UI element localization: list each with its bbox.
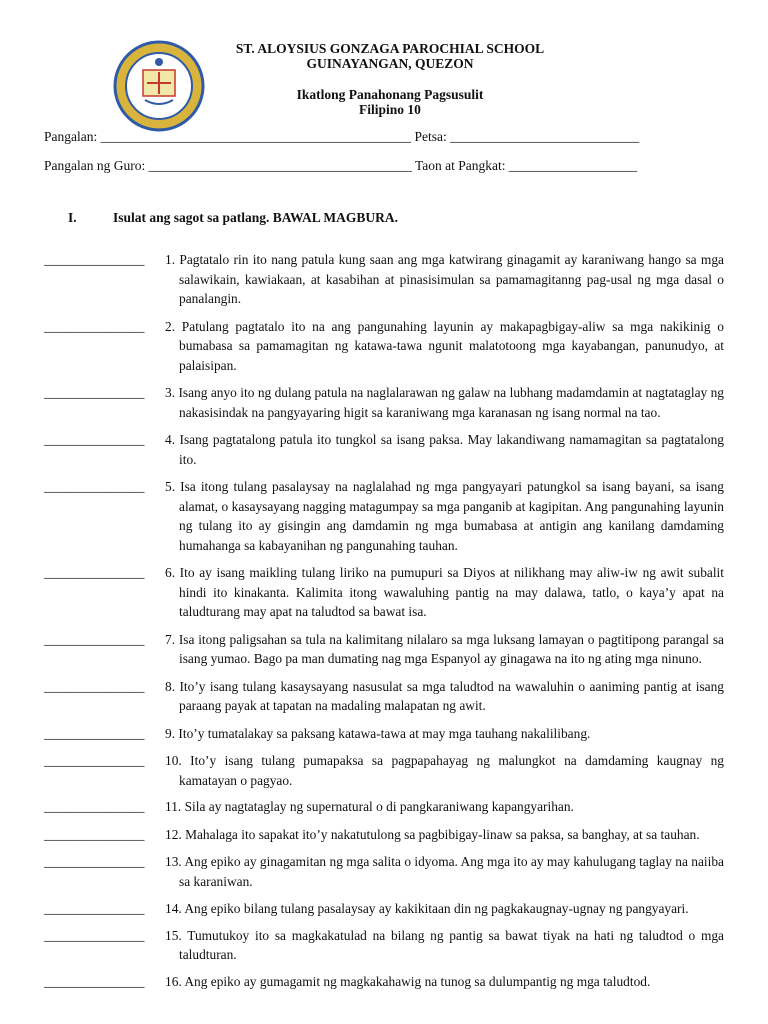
answer-blank[interactable]: _______________ xyxy=(44,973,145,989)
school-location: GUINAYANGAN, QUEZON xyxy=(306,56,474,71)
answer-blank[interactable]: _______________ xyxy=(44,927,145,943)
answer-blank[interactable]: _______________ xyxy=(44,678,145,694)
question-item xyxy=(44,751,724,790)
question-item xyxy=(44,797,724,817)
question-text: 1. Pagtatalo rin ito nang patula kung saan ang mga katwirang ginagamit ay karaniwang hango sa mga salawikain, kawiakaan, at kasabihan at pinasisimulan sa pamamagitanng pag-usal ng mga dasal o panalangin. xyxy=(165,252,724,306)
question-text: 6. Ito ay isang maikling tulang liriko na pumupuri sa Diyos at nilikhang may aliw-iw ng awit subalit hindi ito kinakanta. Kalimita itong wawaluhing pantig na may dalawa, tatlo, o kaya’y apat na taludturang may apat na taludtod sa bawat isa. xyxy=(165,565,724,619)
exam-title: Ikatlong Panahonang Pagsusulit xyxy=(296,87,484,102)
answer-blank[interactable]: _______________ xyxy=(44,631,145,647)
question-text: 14. Ang epiko bilang tulang pasalaysay ay kakikitaan din ng pagkakaugnay-ugnay ng pangyayari. xyxy=(165,901,689,916)
question-text: 5. Isa itong tulang pasalaysay na naglalahad ng mga pangyayari patungkol sa isang bayani, sa isang alamat, o kasaysayang nagging matagumpay sa mga panganib at kagipitan. Ang pangunahing layunin ng tulang ito ay gisingin ang damdamin ng mga bumabasa at antigin ang kanilang damdaming humahanga sa kabayanihan ng pangunahing tauhan. xyxy=(165,479,724,553)
year-section-field[interactable]: Taon at Pangkat: ___________________ xyxy=(415,158,638,173)
question-text: 2. Patulang pagtatalo ito na ang pangunahing layunin ay makapagbigay-aliw sa mga nakikinig o bumabasa sa pamamagitan ng katawa-tawa ngunit malatotoong mga kayabangan, panunudyo, at palaisipan. xyxy=(165,318,724,373)
section-number: I. xyxy=(68,210,77,225)
instruction xyxy=(68,210,398,226)
question-item xyxy=(44,250,724,309)
teacher-year-row xyxy=(44,158,637,174)
answer-blank[interactable]: _______________ xyxy=(44,826,145,842)
question-text: 10. Ito’y isang tulang pumapaksa sa pagpapahayag ng malungkot na damdaming kaugnay ng kamatayan o pagyao. xyxy=(165,753,724,788)
question-text: 11. Sila ay nagtataglay ng supernatural o di pangkaraniwang kapangyarihan. xyxy=(165,799,574,814)
question-item xyxy=(44,630,724,669)
school-name: ST. ALOYSIUS GONZAGA PAROCHIAL SCHOOL xyxy=(235,41,545,56)
question-text: 12. Mahalaga ito sapakat ito’y nakatutulong sa pagbibigay-linaw sa paksa, sa banghay, at sa tauhan. xyxy=(165,826,700,842)
question-text: 7. Isa itong paligsahan sa tula na kalimitang nilalaro sa mga luksang lamayan o pagtitipong parangal sa isang yumao. Bago pa man dumating nag mga Espanyol ay ginagawa na ito ng ating mga ninuno. xyxy=(165,631,724,666)
question-item xyxy=(44,926,724,965)
question-item xyxy=(44,899,724,919)
question-list xyxy=(44,250,724,991)
question-item xyxy=(44,852,724,891)
question-text: 9. Ito’y tumatalakay sa paksang katawa-tawa at may mga tauhang nakalilibang. xyxy=(165,725,591,741)
answer-blank[interactable]: _______________ xyxy=(44,385,145,400)
subject-title: Filipino 10 xyxy=(359,102,421,117)
answer-blank[interactable]: _______________ xyxy=(44,565,145,580)
answer-blank[interactable]: _______________ xyxy=(44,318,145,334)
question-item xyxy=(44,972,724,992)
question-text: 8. Ito’y isang tulang kasaysayang nasusulat sa mga taludtod na wawaluhin o aaniming pantig at isang paraang payak at tapatan na madaling malapatan ng awit. xyxy=(165,678,724,713)
question-item xyxy=(44,317,724,376)
name-date-row xyxy=(44,129,639,145)
answer-blank[interactable]: _______________ xyxy=(44,854,145,869)
question-item xyxy=(44,724,724,744)
school-seal-logo xyxy=(113,40,205,132)
question-item xyxy=(44,383,724,422)
question-text: 15. Tumutukoy ito sa magkakatulad na bilang ng pantig sa bawat tiyak na hati ng taludtod o mga taludturan. xyxy=(165,927,724,962)
name-field[interactable]: Pangalan: ______________________________________________ xyxy=(44,129,412,144)
question-text: 3. Isang anyo ito ng dulang patula na naglalarawan ng galaw na lubhang madamdamin at nagtataglay ng nakasisindak na pangyayaring higit sa karaniwang mga karanasan ng isang normal na tao. xyxy=(165,385,724,420)
question-item xyxy=(44,430,724,469)
answer-blank[interactable]: _______________ xyxy=(44,901,145,916)
answer-blank[interactable]: _______________ xyxy=(44,432,145,447)
answer-blank[interactable]: _______________ xyxy=(44,753,145,768)
answer-blank[interactable]: _______________ xyxy=(44,725,145,741)
question-text: 4. Isang pagtatalong patula ito tungkol sa isang paksa. May lakandiwang namamagitan sa pagtatalong ito. xyxy=(165,432,724,467)
answer-blank[interactable]: _______________ xyxy=(44,252,145,267)
question-item xyxy=(44,563,724,622)
teacher-field[interactable]: Pangalan ng Guro: _______________________________________ xyxy=(44,158,412,173)
question-item xyxy=(44,677,724,716)
question-text: 16. Ang epiko ay gumagamit ng magkakahawig na tunog sa dulumpantig ng mga taludtod. xyxy=(165,973,651,989)
date-field[interactable]: Petsa: ____________________________ xyxy=(414,129,640,144)
question-text: 13. Ang epiko ay ginagamitan ng mga salita o idyoma. Ang mga ito ay may kahulugang taglay na naiiba sa karaniwan. xyxy=(165,854,724,889)
question-item xyxy=(44,477,724,555)
answer-blank[interactable]: _______________ xyxy=(44,479,145,494)
answer-blank[interactable]: _______________ xyxy=(44,799,145,814)
instruction-text: Isulat ang sagot sa patlang. BAWAL MAGBURA. xyxy=(113,210,399,225)
question-item xyxy=(44,825,724,845)
